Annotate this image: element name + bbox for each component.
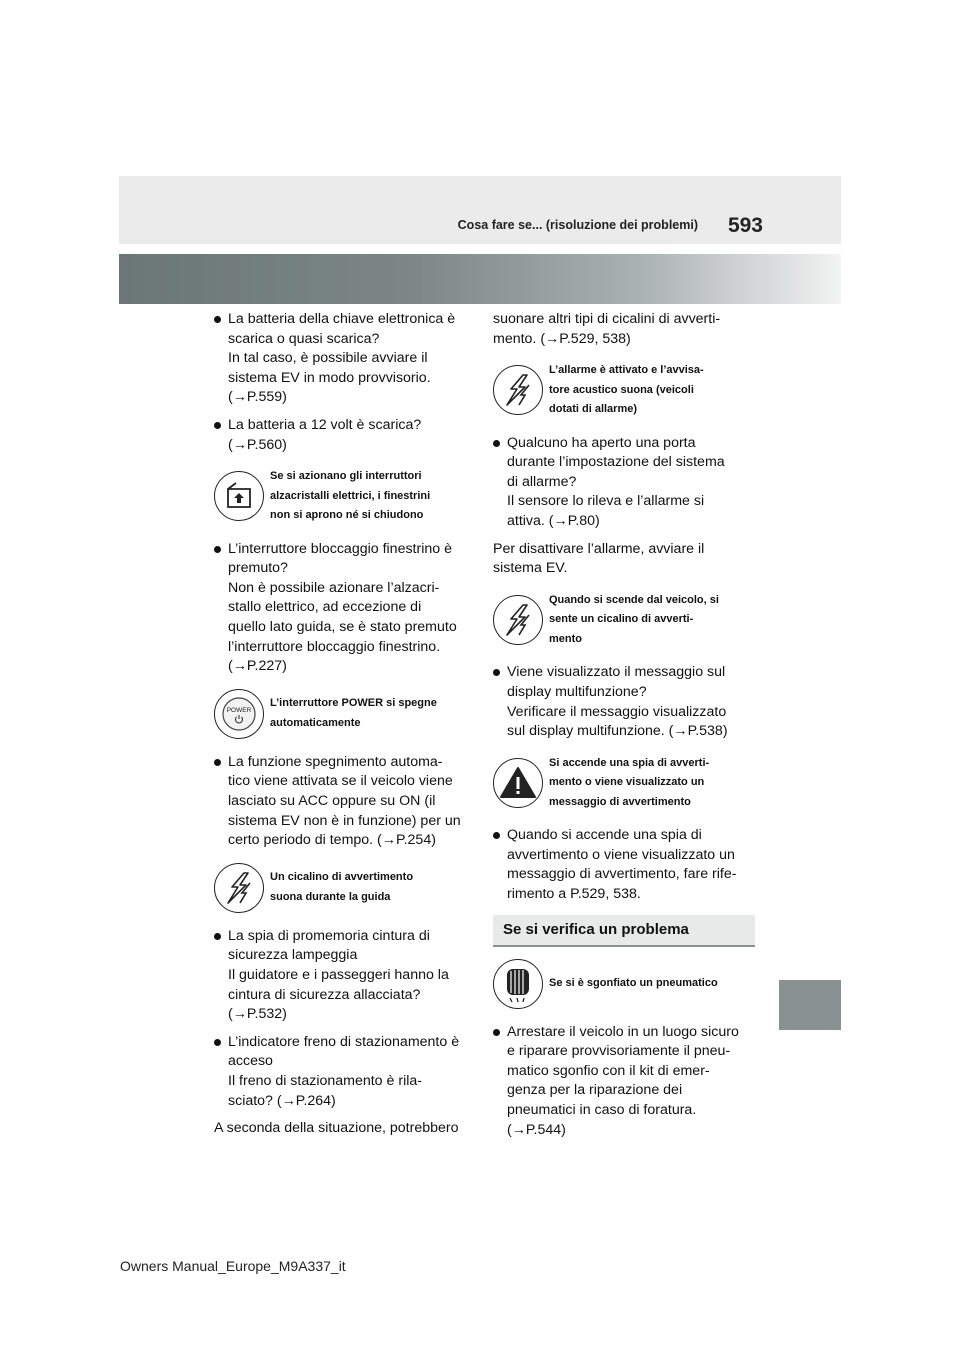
symptom-title: Si accende una spia di avverti- mento o viene visualizzato un messaggio di avvertimento [549, 756, 710, 808]
bullet-dot [493, 440, 500, 447]
symptom-alarm [493, 361, 755, 420]
symptom-title: Un cicalino di avvertimento suona durante la guida [270, 871, 414, 903]
buzzer-icon [214, 863, 264, 913]
power-label: POWER [226, 706, 252, 714]
flat-tire-icon [493, 959, 543, 1009]
symptom-flat-tire [493, 959, 755, 1009]
page-number: 593 [727, 214, 763, 237]
power-window-icon [214, 471, 264, 521]
paragraph-disable-alarm: Per disattivare l’allarme, avviare il sistema EV. [493, 540, 705, 577]
paragraph-continued: suonare altri tipi di cicalini di avverti- mento. (→P.529, 538) [493, 311, 721, 347]
warning-triangle-icon [493, 758, 543, 808]
section-heading: Se si verifica un problema [493, 915, 755, 947]
footer-manual-id: Owners Manual_Europe_M9A337_it [120, 1258, 346, 1274]
left-column [214, 310, 476, 1147]
bullet-door-opened: Qualcuno ha aperto una porta durante l’impostazione del sistema di allarme? Il sensore lo rileva e l’allarme si attiva. (→P.80) [493, 434, 755, 532]
alarm-icon [493, 365, 543, 415]
bullet-dot [214, 316, 221, 323]
paragraph-other-buzzers: A seconda della situazione, potrebbero [214, 1120, 459, 1137]
bullet-dot [493, 832, 500, 839]
symptom-title: Quando si scende dal veicolo, si sente un cicalino di avverti- mento [549, 593, 719, 645]
symptom-title: L’allarme è attivato e l’avvisa- tore acustico suona (veicoli dotati di allarme) [549, 364, 704, 416]
bullet-dot [493, 669, 500, 676]
symptom-title: Se si è sgonfiato un pneumatico [549, 976, 718, 989]
bullet-12v-battery: La batteria a 12 volt è scarica? (→P.560) [214, 416, 476, 455]
symptom-power-windows [214, 467, 476, 526]
bullet-repair-tire: Arrestare il veicolo in un luogo sicuro e riparare provvisoriamente il pneu- matico sgonfio con il kit di emer- genza per la riparazione dei pneumatici in caso di foratura. (→P.544) [493, 1023, 755, 1141]
buzzer-icon [493, 595, 543, 645]
bullet-seatbelt-reminder: La spia di promemoria cintura di sicurezza lampeggia Il guidatore e i passeggeri hanno la cintura di sicurezza allacciata? (→P.532) [214, 927, 476, 1025]
bullet-dot [214, 1039, 221, 1046]
symptom-warning-light [493, 754, 755, 813]
bullet-window-lock: L’interruttore bloccaggio finestrino è premuto? Non è possibile azionare l’alzacri- stallo elettrico, ad eccezione di quello lato guida, se è stato premuto l’interruttore bloccaggio finestrino. (→P.227) [214, 540, 476, 677]
bullet-key-battery: La batteria della chiave elettronica è scarica o quasi scarica? In tal caso, è possibile avviare il sistema EV in modo provvisorio. (→P.559) [214, 310, 476, 408]
symptom-title: L’interruttore POWER si spegne automaticamente [270, 697, 437, 729]
bullet-dot [214, 933, 221, 940]
bullet-auto-power-off: La funzione spegnimento automa- tico viene attivata se il veicolo viene lasciato su ACC oppure su ON (il sistema EV non è in funzione) per un certo periodo di tempo. (→P.254) [214, 753, 476, 851]
symptom-buzzer-driving [214, 863, 476, 913]
bullet-parking-brake: L’indicatore freno di stazionamento è acceso Il freno di stazionamento è rila- sciato? (→P.264) [214, 1033, 476, 1111]
bullet-dot [214, 546, 221, 553]
bullet-warning-message: Quando si accende una spia di avvertimento o viene visualizzato un messaggio di avvertimento, fare rife- rimento a P.529, 538. [493, 826, 755, 904]
power-button-icon [214, 689, 264, 739]
bullet-dot [214, 759, 221, 766]
section-banner [119, 254, 841, 304]
bullet-dot [493, 1029, 500, 1036]
chapter-title: Cosa fare se... (risoluzione dei problemi) [457, 218, 698, 232]
right-column [493, 310, 755, 1148]
bullet-multi-display: Viene visualizzato il messaggio sul display multifunzione? Verificare il messaggio visualizzato sul display multifunzione. (→P.538) [493, 663, 755, 741]
chapter-tab [779, 980, 841, 1030]
symptom-title: Se si azionano gli interruttori alzacristalli elettrici, i finestrini non si aprono né si chiudono [270, 470, 431, 522]
symptom-power-switch-off [214, 689, 476, 739]
symptom-exit-buzzer [493, 591, 755, 650]
bullet-dot [214, 422, 221, 429]
